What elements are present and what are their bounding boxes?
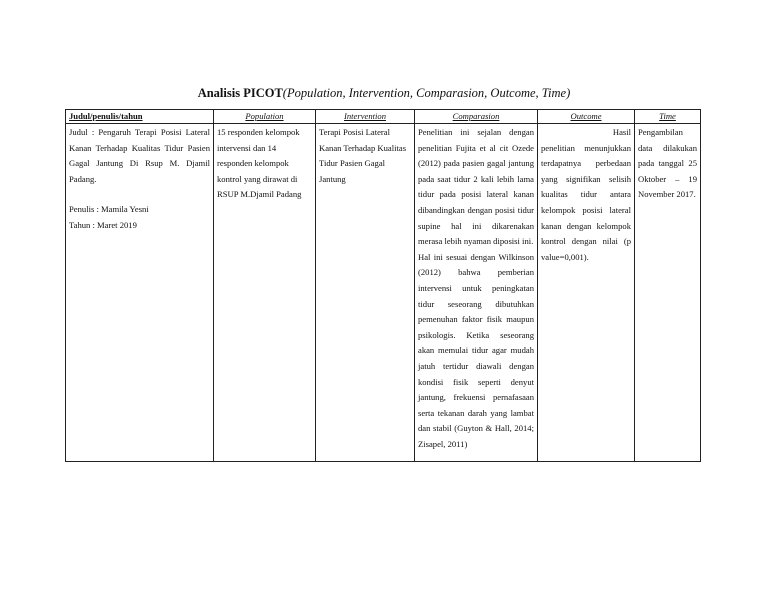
cell-intervention: Terapi Posisi Lateral Kanan Terhadap Kualitas Tidur Pasien Gagal Jantung <box>316 124 415 462</box>
cell-outcome <box>538 124 635 462</box>
cell-comparasion <box>415 124 538 462</box>
header-intervention: Intervention <box>316 110 415 124</box>
header-population: Population <box>214 110 316 124</box>
header-outcome: Outcome <box>538 110 635 124</box>
picot-table <box>65 109 701 462</box>
cell-judul <box>66 124 214 462</box>
table-row <box>66 124 701 462</box>
cell-time: Pengambilan data dilakukan pada tanggal 25 Oktober – 19 November 2017. <box>635 124 701 462</box>
title-main: Analisis PICOT <box>197 86 283 100</box>
penulis-text: Penulis : Mamila Yesni <box>69 204 149 215</box>
header-time: Time <box>635 110 701 124</box>
outcome-text: penelitian menunjukkan terdapatnya perbedaan yang signifikan selisih kualitas tidur antara kelompok posisi lateral kanan dengan kelompok kontrol dengan nilai (p value=0,001). <box>541 142 631 262</box>
cell-population: 15 responden kelompok intervensi dan 14 responden kelompok kontrol yang dirawat di RSUP M.Djamil Padang <box>214 124 316 462</box>
judul-text: Judul : Pengaruh Terapi Posisi Lateral Kanan Terhadap Kualitas Tidur Pasien Gagal Jantung Di Rsup M. Djamil Padang. <box>69 127 210 184</box>
comparasion-p1: Penelitian ini sejalan dengan penelitian Fujita et al cit Ozede (2012) pada pasien gagal jantung pada saat tidur 2 kali lebih lama tidur pada posisi lateral kanan dibandingkan dengan posisi tidur supine hal ini dikarenakan merasa lebih nyaman diposisi ini. <box>418 127 534 247</box>
comparasion-p2: Hal ini sesuai dengan Wilkinson (2012) bahwa pemberian intervensi untuk peningkatan tidur seseorang dibutuhkan pemenuhan faktor fisik maupun psikologis. Ketika seseorang akan memulai tidur agar mudah jatuh tertidur diawali dengan kondisi fisik seperti denyut jantung, frekuensi pernafasaan serta tekanan darah yang lambat dan stabil (Guyton & Hall, 2014; Zisapel, 2011) <box>418 251 534 449</box>
header-comparasion: Comparasion <box>415 110 538 124</box>
title-sub: (Population, Intervention, Comparasion, Outcome, Time) <box>282 86 571 100</box>
header-row <box>66 110 701 124</box>
outcome-hasil: Hasil <box>612 127 631 137</box>
tahun-text: Tahun : Maret 2019 <box>69 219 137 230</box>
header-judul: Judul/penulis/tahun <box>66 110 214 124</box>
document-title <box>0 86 768 101</box>
